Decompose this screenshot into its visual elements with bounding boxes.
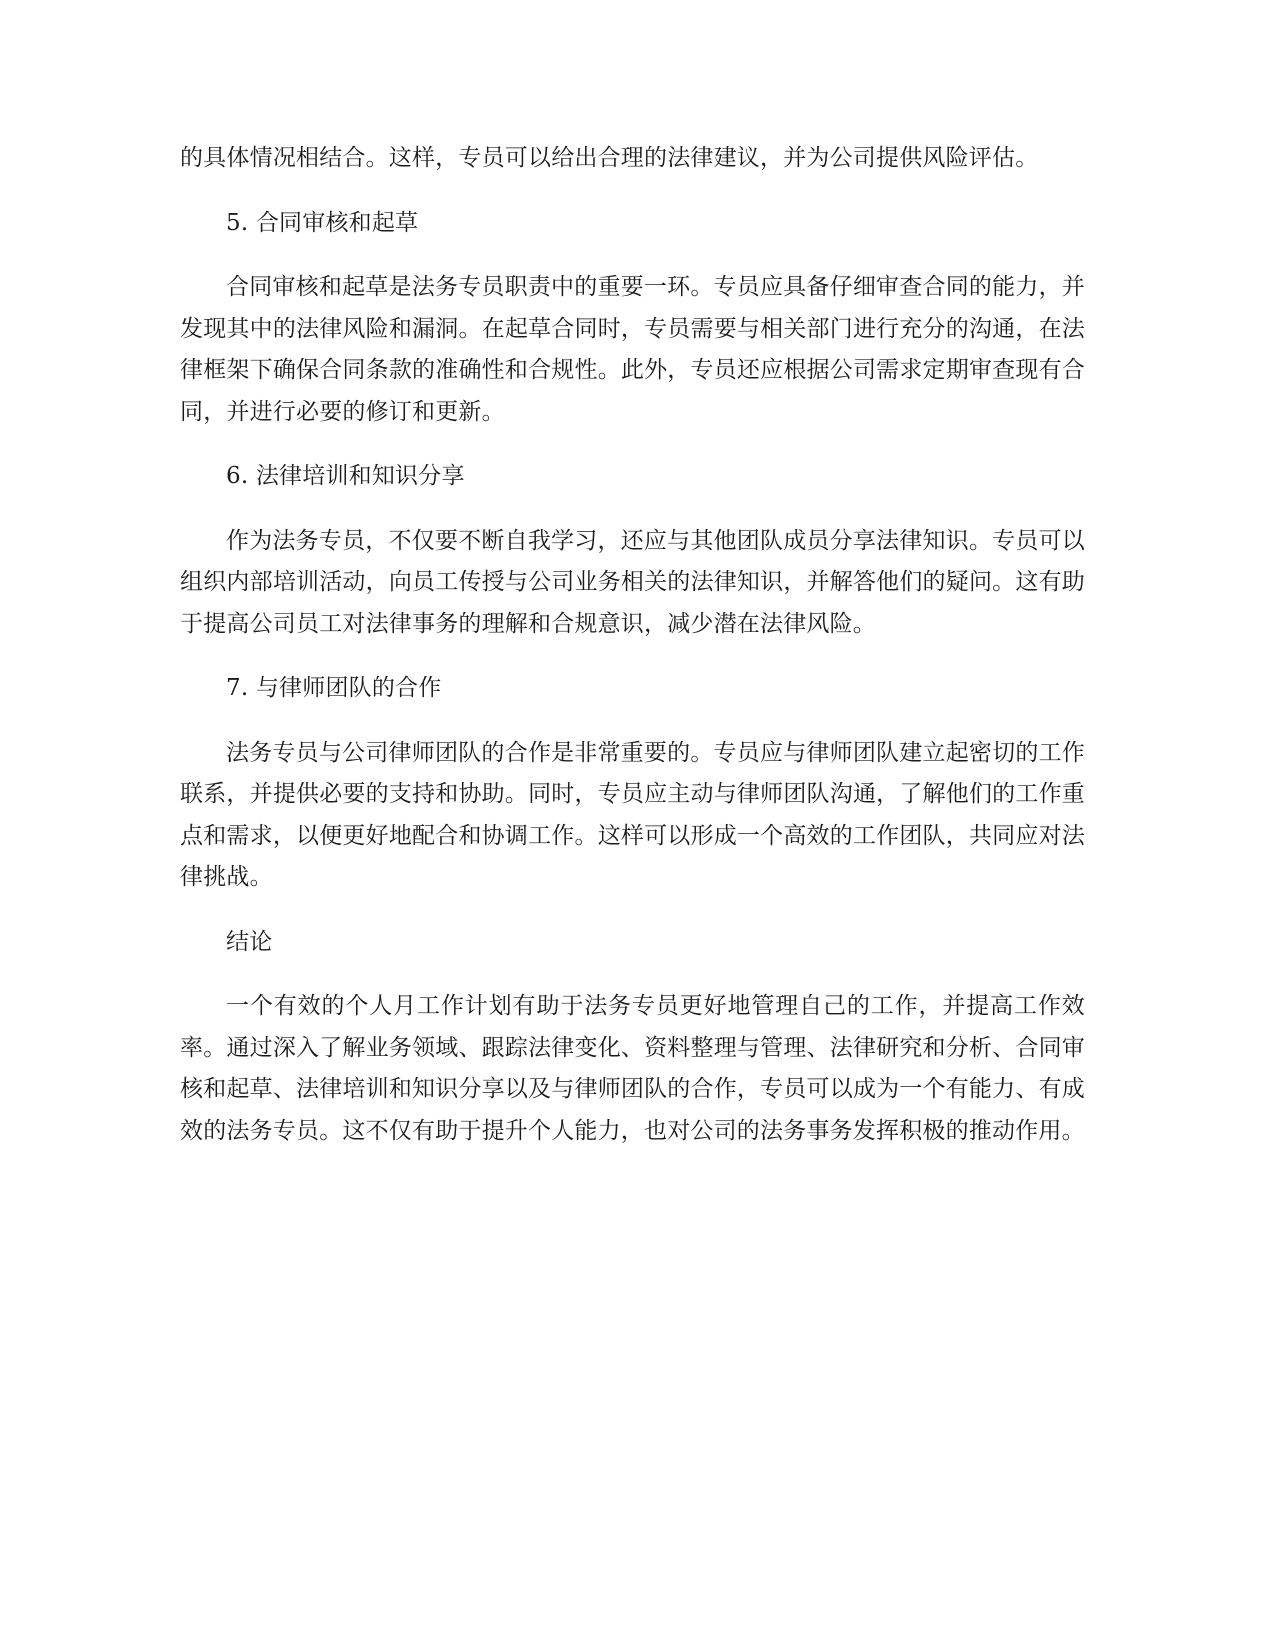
- section-6-body: 作为法务专员，不仅要不断自我学习，还应与其他团队成员分享法律知识。专员可以组织内部培训活动，向员工传授与公司业务相关的法律知识，并解答他们的疑问。这有助于提高公司员工对法律事务的理解和合规意识，减少潜在法律风险。: [180, 527, 1085, 637]
- section-6-heading: 6. 法律培训和知识分享: [226, 463, 465, 489]
- document-page: [180, 138, 1085, 1175]
- conclusion-heading: 结论: [226, 928, 273, 955]
- section-5-body: 合同审核和起草是法务专员职责中的重要一环。专员应具备仔细审查合同的能力，并发现其中的法律风险和漏洞。在起草合同时，专员需要与相关部门进行充分的沟通，在法律框架下确保合同条款的准确性和合规性。此外，专员还应根据公司需求定期审查现有合同，并进行必要的修订和更新。: [180, 274, 1085, 425]
- section-7-heading: 7. 与律师团队的合作: [226, 675, 442, 701]
- section-5-heading: 5. 合同审核和起草: [226, 209, 419, 236]
- continuation-paragraph: 的具体情况相结合。这样，专员可以给出合理的法律建议，并为公司提供风险评估。: [180, 145, 1039, 171]
- section-7-body: 法务专员与公司律师团队的合作是非常重要的。专员应与律师团队建立起密切的工作联系，并提供必要的支持和协助。同时，专员应主动与律师团队沟通，了解他们的工作重点和需求，以便更好地配合和协调工作。这样可以形成一个高效的工作团队，共同应对法律挑战。: [180, 739, 1085, 890]
- conclusion-body: 一个有效的个人月工作计划有助于法务专员更好地管理自己的工作，并提高工作效率。通过深入了解业务领域、跟踪法律变化、资料整理与管理、法律研究和分析、合同审核和起草、法律培训和知识分享以及与律师团队的合作，专员可以成为一个有能力、有成效的法务专员。这不仅有助于提升个人能力，也对公司的法务事务发挥积极的推动作用。: [180, 993, 1085, 1144]
